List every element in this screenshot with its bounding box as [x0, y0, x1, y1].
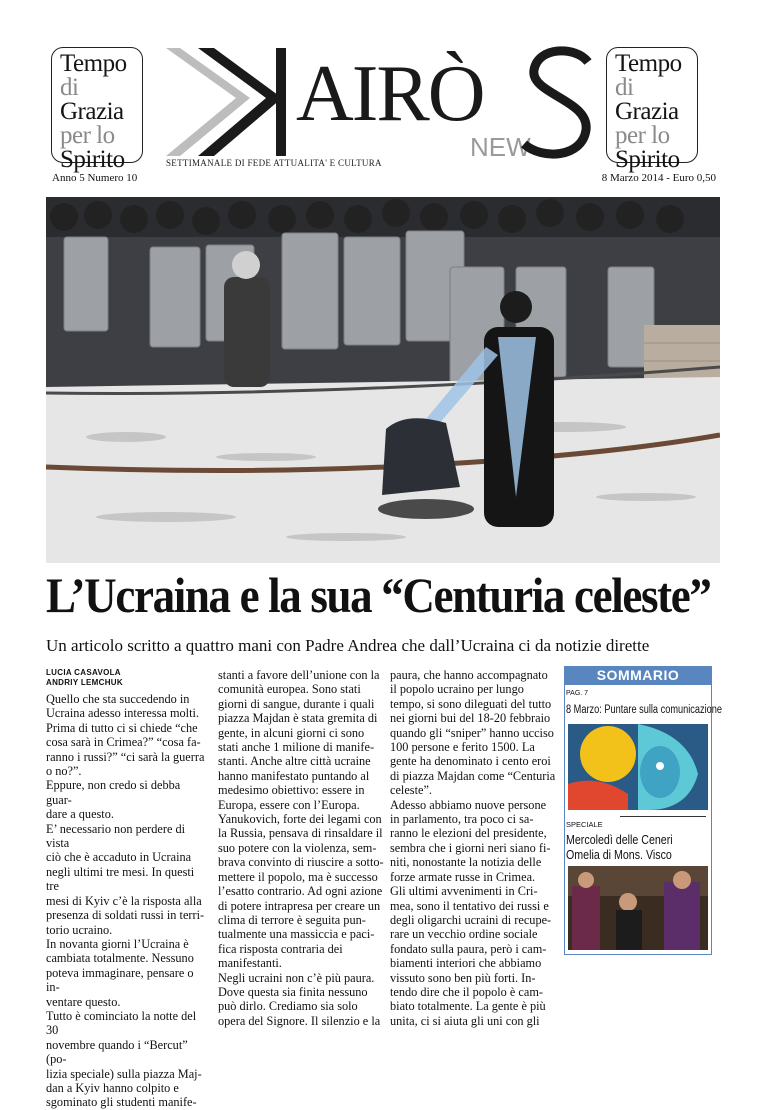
sommario-page: PAG. 7: [566, 690, 589, 697]
text-line: medesimo obiettivo: essere in: [218, 783, 365, 798]
text-line: Eppure, non credo si debba guar-: [46, 778, 181, 807]
text-line: tendo dire che il popolo è cam-: [390, 984, 543, 999]
text-line: sgominato gli studenti manife-: [46, 1095, 197, 1110]
author: LUCIA CASAVOLA: [46, 668, 121, 677]
text-line: Yanukovich, forte dei legami con: [218, 812, 382, 827]
text-line: niti, nonostante la notizia delle: [390, 855, 542, 870]
text-line: 100 persone e ferito 1500. La: [390, 740, 535, 755]
text-line: mea, sono il tentativo dei russi e: [390, 898, 549, 913]
box-line: Grazia: [60, 98, 124, 125]
text-line: Europa, essere con l’Europa.: [218, 797, 360, 812]
text-line: quando gli “sniper” hanno ucciso: [390, 725, 554, 740]
box-line: Tempo: [60, 50, 127, 77]
text-line: clima di terrore è seguita pun-: [218, 912, 366, 927]
text-line: ranno le elezioni del presidente,: [390, 826, 547, 841]
text-line: poteva immaginare, pensare o in-: [46, 965, 194, 995]
text-line: nei giorni bui del 18-20 febbraio: [390, 711, 551, 726]
text-line: ciò che è accaduto in Ucraina: [46, 850, 192, 865]
text-line: Ucraina adesso interessa molti.: [46, 706, 199, 721]
subtitle: Un articolo scritto a quattro mani con Padre Andrea che dall’Ucraina ci da notizie dirette: [46, 636, 650, 655]
text-line: fondato sulla paura, però i cam-: [390, 941, 547, 956]
text-line: di piazza Majdan come “Centuria: [390, 768, 556, 783]
logo-word: AIRÒ: [296, 50, 484, 138]
box-line: Grazia: [615, 98, 679, 125]
text-line: opera del Signore. Il silenzio e la: [218, 1013, 381, 1028]
text-line: brava convinto di riuscire a sotto-: [218, 855, 384, 870]
tagline: SETTIMANALE DI FEDE ATTUALITA' E CULTURA: [166, 158, 382, 168]
column-text: [46, 692, 206, 1110]
box-line: per lo: [60, 122, 115, 149]
text-line: stanti. Anche altre città ucraine: [218, 754, 371, 769]
text-line: unita, ci si aiuta gli uni con gli: [390, 1013, 540, 1028]
article-column-1: [46, 668, 206, 1110]
sommario-item-title[interactable]: 8 Marzo: Puntare sulla comunicazione: [566, 704, 722, 716]
text-line: torio ucraino.: [46, 922, 113, 937]
text-line: stati anche 1 milione di manife-: [218, 740, 375, 755]
text-line: rare un vecchio ordine sociale: [390, 927, 538, 942]
text-line: negli ultimi tre mesi. In questi tre: [46, 864, 195, 894]
ceremony-photo: [568, 866, 708, 950]
title-line: Omelia di Mons. Visco: [566, 847, 672, 862]
text-line: ranno i russi?” “ci sarà la guerra: [46, 749, 205, 764]
sommario-title: SOMMARIO: [564, 666, 712, 685]
text-line: mesi di Kyiv c’è la risposta alla: [46, 893, 202, 908]
text-line: Adesso abbiamo nuove persone: [390, 797, 547, 812]
text-line: o no?”.: [46, 764, 82, 779]
box-line: per lo: [615, 122, 670, 149]
headline: L’Ucraina e la sua “Centuria celeste”: [46, 567, 711, 623]
text-line: manifestanti.: [218, 956, 282, 971]
text-line: E’ necessario non perdere di vista: [46, 821, 186, 851]
text-line: In novanta giorni l’Ucraina è: [46, 936, 189, 951]
text-line: Prima di tutto ci si chiede “che: [46, 720, 198, 735]
text-line: vissuto sono ben più forti. In-: [390, 970, 536, 985]
box-line: Tempo: [615, 50, 682, 77]
title-line: Mercoledì delle Ceneri: [566, 832, 673, 847]
text-line: tempo, si sono dileguati del tutto: [390, 696, 552, 711]
speciale-label: SPECIALE: [566, 820, 603, 829]
article-column-3: [390, 668, 556, 1028]
text-line: Tutto è cominciato la notte del 30: [46, 1008, 197, 1038]
text-line: piazza Majdan è stata gremita di: [218, 711, 378, 726]
text-line: degli oligarchi ucraini di recupe-: [390, 912, 552, 927]
text-line: Quello che sta succedendo in: [46, 692, 190, 706]
text-line: celeste”.: [390, 783, 432, 798]
text-line: può dirlo. Crediamo sia solo: [218, 999, 358, 1014]
cover-photo: [46, 197, 720, 563]
text-line: ventare questo.: [46, 994, 121, 1009]
text-line: gente, in alcuni giorni ci sono: [218, 725, 365, 740]
text-line: cosa sarà in Crimea?” “cosa fa-: [46, 735, 201, 750]
text-line: tualmente una massiccia e paci-: [218, 927, 375, 942]
text-line: cambiata totalmente. Nessuno: [46, 951, 194, 966]
box-line: Spirito: [60, 146, 125, 173]
text-line: sembra che i giorni neri siano fi-: [390, 840, 551, 855]
text-line: giorni di sangue, durante i quali: [218, 696, 375, 711]
box-line: Spirito: [615, 146, 680, 173]
divider: [620, 816, 706, 817]
text-line: mettere il popolo, ma è successo: [218, 869, 378, 884]
article-column-2: [218, 668, 386, 1028]
box-line: di: [60, 74, 79, 101]
text-line: biamenti interiori che abbiamo: [390, 956, 542, 971]
text-line: Dove questa sia finita nessuno: [218, 984, 368, 999]
issue-number: Anno 5 Numero 10: [52, 172, 138, 184]
box-line: di: [615, 74, 634, 101]
text-line: comunità europea. Sono stati: [218, 682, 361, 697]
poster-image: [568, 724, 708, 810]
logo-news: NEW: [470, 132, 531, 162]
text-line: la Russia, pensava di rinsaldare il: [218, 826, 383, 841]
text-line: di potere intrapresa per creare un: [218, 898, 381, 913]
text-line: gente ha denominato i cento eroi: [390, 754, 551, 769]
masthead-right-box: [606, 47, 698, 173]
text-line: in parlamento, tra poco ci sa-: [390, 812, 534, 827]
text-line: lizia speciale) sulla piazza Maj-: [46, 1066, 202, 1081]
author: ANDRIY LEMCHUK: [46, 678, 123, 687]
text-line: forze armate russe in Crimea.: [390, 869, 536, 884]
sommario-item-title-2[interactable]: [566, 832, 673, 862]
text-line: Gli ultimi avvenimenti in Cri-: [390, 884, 538, 899]
text-line: hanno manifestato puntando al: [218, 768, 370, 783]
text-line: biato totalmente. La gente è più: [390, 999, 546, 1014]
text-line: il popolo ucraino per lungo: [390, 682, 524, 697]
text-line: dare a questo.: [46, 807, 114, 822]
text-line: suo potere con la violenza, sem-: [218, 840, 377, 855]
date-price: 8 Marzo 2014 - Euro 0,50: [601, 172, 716, 184]
text-line: fica risposta contraria dei: [218, 941, 343, 956]
kairos-logo: [158, 40, 602, 164]
text-line: presenza di soldati russi in terri-: [46, 908, 205, 923]
text-line: novembre quando i “Bercut” (po-: [46, 1037, 188, 1067]
text-line: dan a Kyiv hanno colpito e: [46, 1080, 179, 1095]
text-line: stanti a favore dell’unione con la: [218, 668, 380, 682]
masthead-left-box: [51, 47, 143, 173]
text-line: Negli ucraini non c’è più paura.: [218, 970, 375, 985]
text-line: l’esatto contrario. Ad ogni azione: [218, 884, 383, 899]
text-line: paura, che hanno accompagnato: [390, 668, 548, 682]
